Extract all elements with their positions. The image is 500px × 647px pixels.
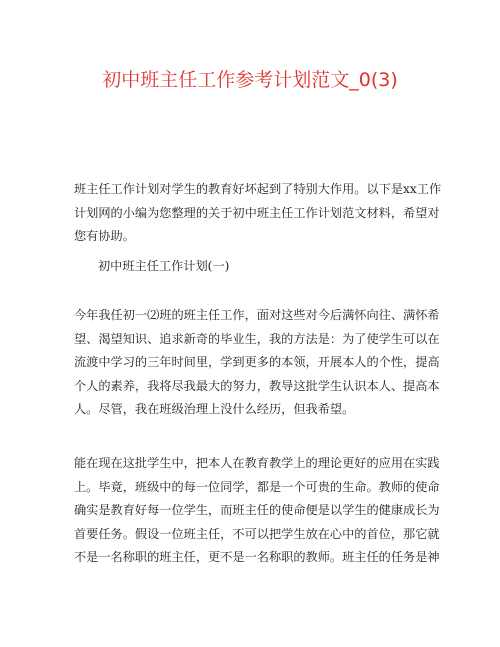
text-line: 上。毕竟，班级中的每一位同学，都是一个可贵的生命。教师的使命 <box>74 479 440 494</box>
subheading-text: 初中班主任工作计划(一) <box>98 259 230 273</box>
text-line: 您有协助。 <box>74 229 135 244</box>
text-line: 望、渴望知识、追求新奇的毕业生，我的方法是：为了使学生可以在 <box>74 331 440 346</box>
section-subheading <box>98 255 454 279</box>
text-line: 不是一名称职的班主任，更不是一名称职的教师。班主任的任务是神 <box>74 550 440 565</box>
text-line: 个人的素养，我将尽我最大的努力，教导这批学生认识本人、提高本 <box>74 378 440 393</box>
body-paragraph-1 <box>74 304 440 422</box>
text-line: 确实是教育好每一位学生，而班主任的使命便是以学生的健康成长为 <box>74 503 440 518</box>
text-line: 人。尽管，我在班级治理上没什么经历，但我希望。 <box>74 402 355 417</box>
text-line: 首要任务。假设一位班主任，不可以把学生放在心中的首位，那它就 <box>74 526 440 541</box>
text-line: 能在现在这批学生中，把本人在教育教学上的理论更好的应用在实践 <box>74 456 440 470</box>
intro-paragraph <box>74 178 442 249</box>
document-title: 初中班主任工作参考计划范文_0(3) <box>102 69 398 91</box>
text-line: 班主任工作计划对学生的教育好坏起到了特别大作用。以下是xx工作 <box>74 182 442 196</box>
body-paragraph-2 <box>74 452 440 570</box>
text-line: 计划网的小编为您整理的关于初中班主任工作计划范文材料，希望对 <box>74 205 440 220</box>
text-line: 流渡中学习的三年时间里，学到更多的本领，开展本人的个性，提高 <box>74 355 440 370</box>
text-line: 今年我任初一⑵班的班主任工作，面对这些对今后满怀向往、满怀希 <box>74 308 440 322</box>
